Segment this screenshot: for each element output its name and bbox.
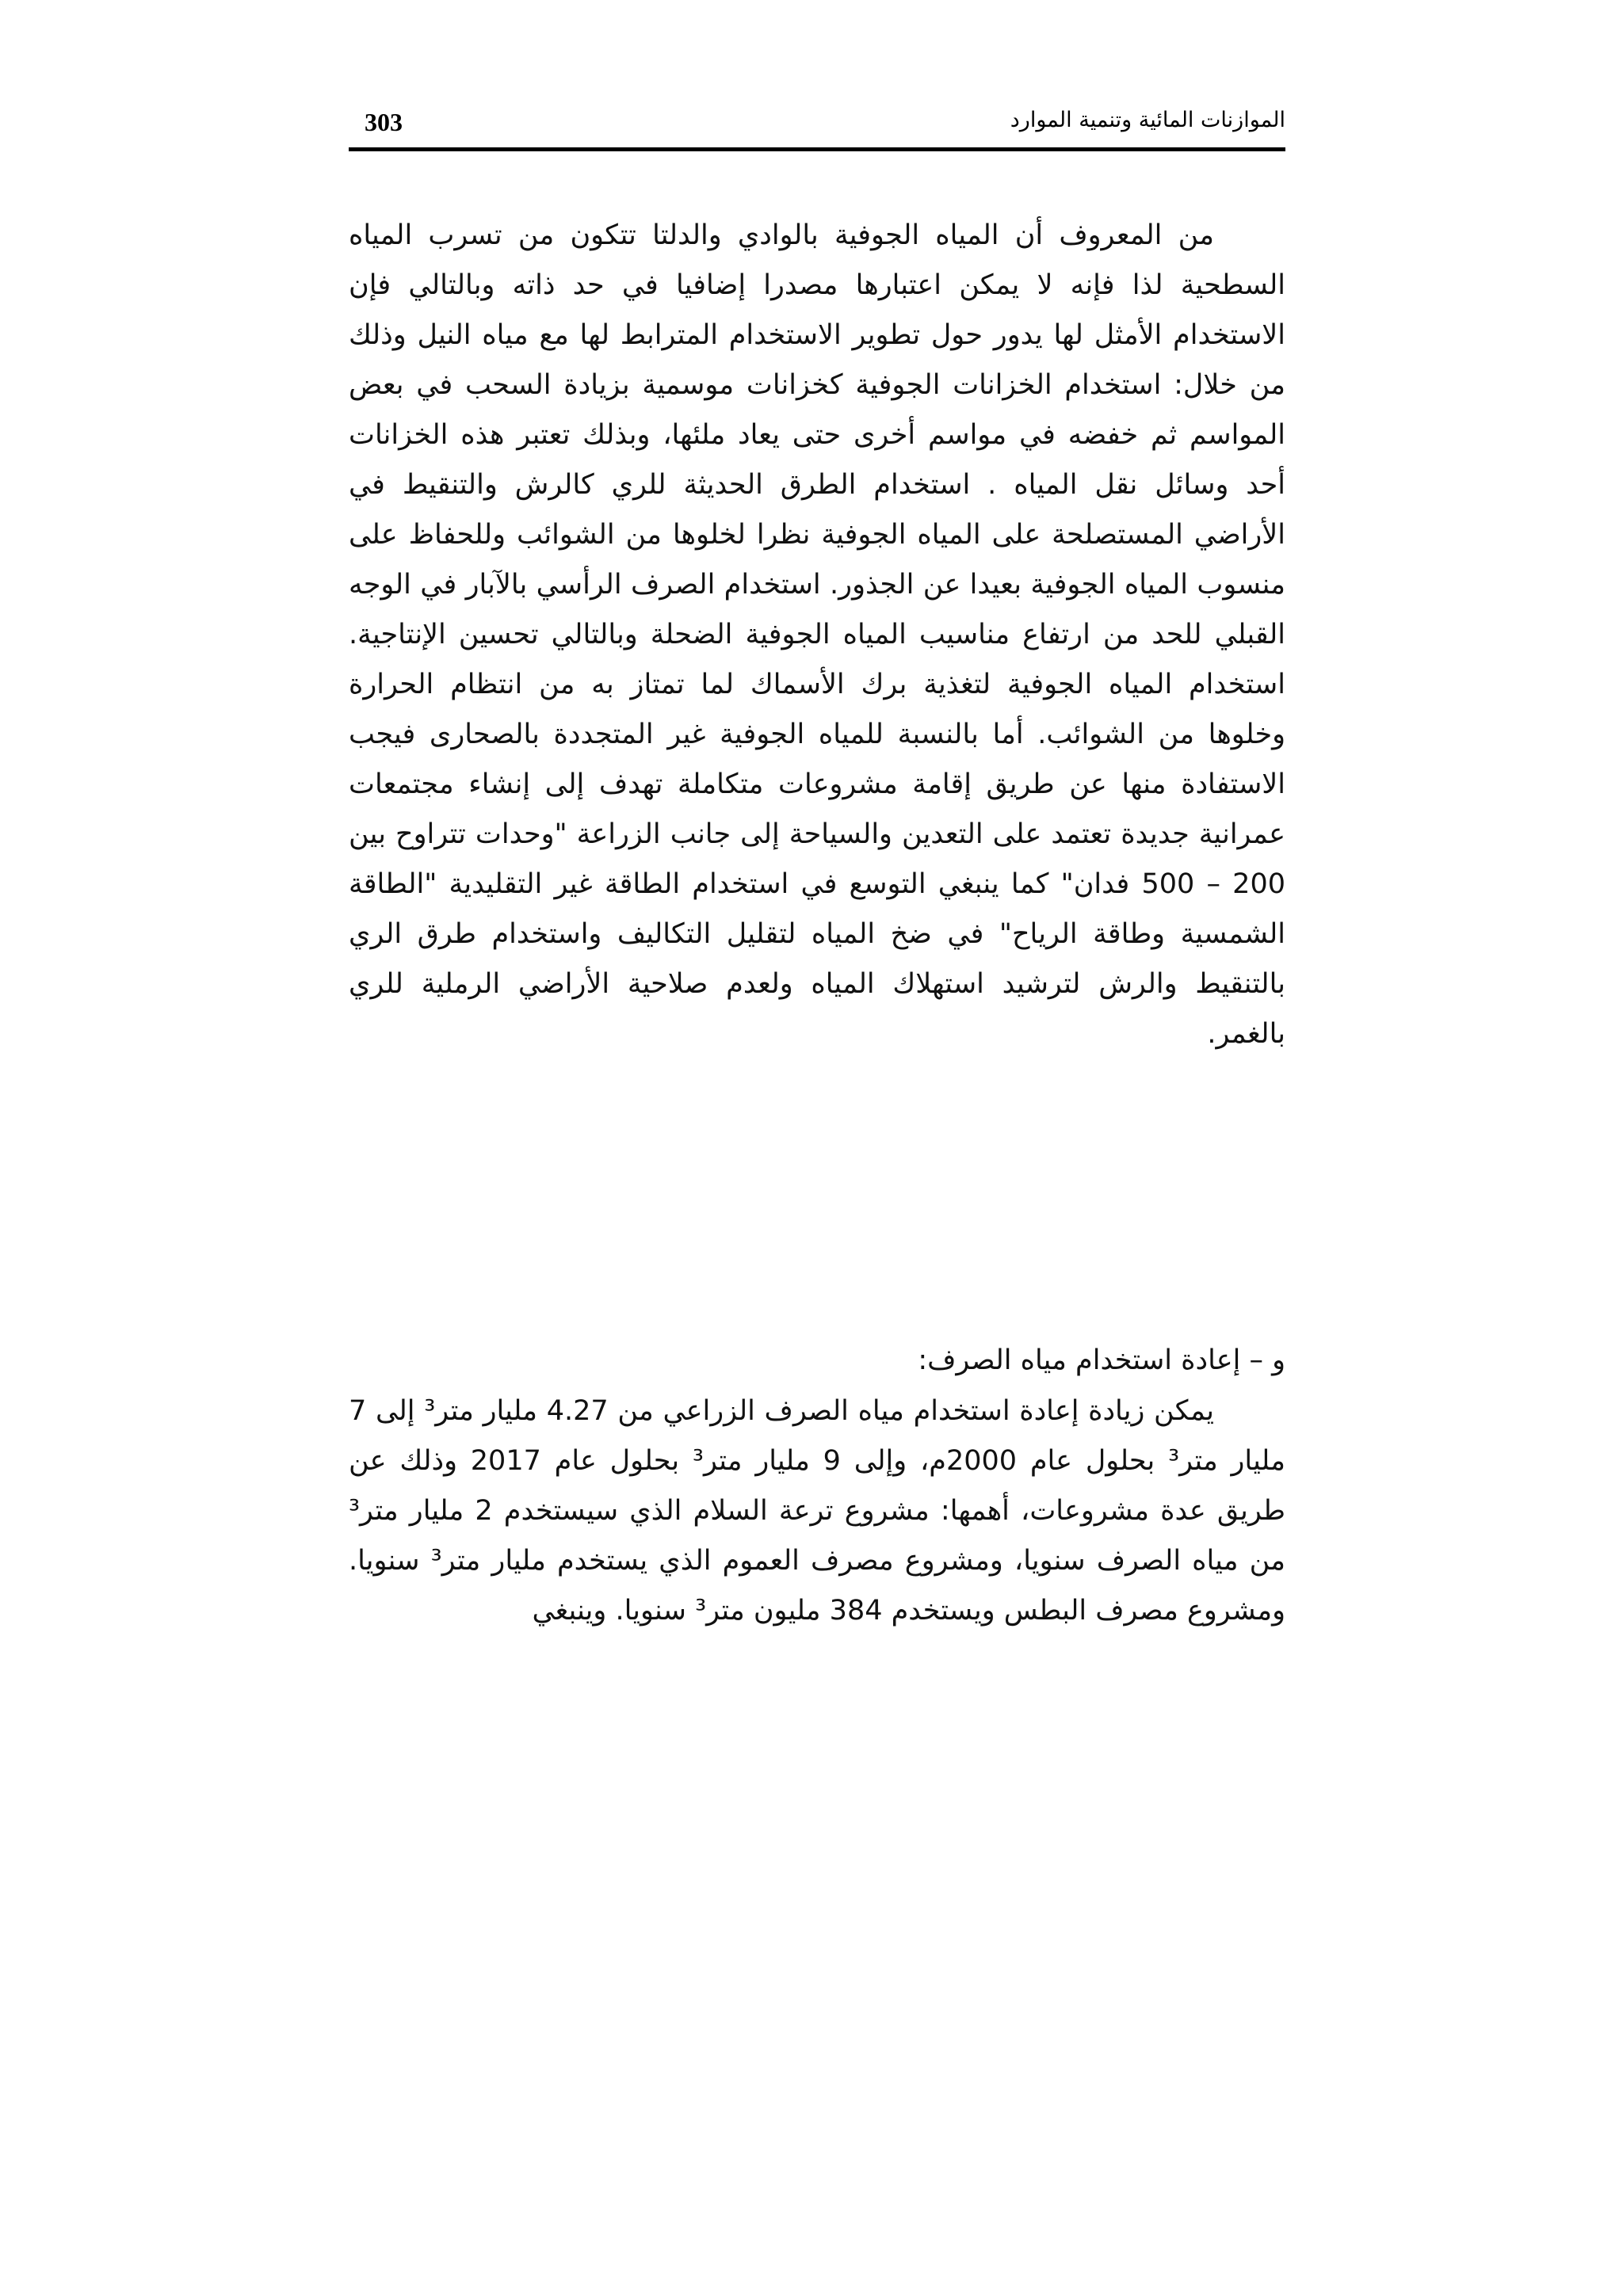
groundwater-paragraph: من المعروف أن المياه الجوفية بالوادي والدلتا تتكون من تسرب المياه السطحية لذا فإنه لا يمكن اعتبارها مصدرا إضافيا في حد ذاته وبالتالي فإن الاستخدام الأمثل لها يدور حول تطوير الاستخدام المترابط لها مع مياه النيل وذلك من خلال: استخدام الخزانات الجوفية كخزانات موسمية بزيادة السحب في بعض المواسم ثم خفضه في مواسم أخرى حتى يعاد ملئها، وبذلك تعتبر هذه الخزانات أحد وسائل نقل المياه . استخدام الطرق الحديثة للري كالرش والتنقيط في الأراضي المستصلحة على المياه الجوفية نظرا لخلوها من الشوائب وللحفاظ على منسوب المياه الجوفية بعيدا عن الجذور. استخدام الصرف الرأسي بالآبار في الوجه القبلي للحد من ارتفاع مناسيب المياه الجوفية الضحلة وبالتالي تحسين الإنتاجية. استخدام المياه الجوفية لتغذية برك الأسماك لما تمتاز به من انتظام الحرارة وخلوها من الشوائب. أما بالنسبة للمياه الجوفية غير المتجددة بالصحارى فيجب الاستفادة منها عن طريق إقامة مشروعات متكاملة تهدف إلى إنشاء مجتمعات عمرانية جديدة تعتمد على التعدين والسياحة إلى جانب الزراعة "وحدات تتراوح بين 200 – 500 فدان" كما ينبغي التوسع في استخدام الطاقة غير التقليدية "الطاقة الشمسية وطاقة الرياح" في ضخ المياه لتقليل التكاليف واستخدام طرق الري بالتنقيط والرش لترشيد استهلاك المياه ولعدم صلاحية الأراضي الرملية للري بالغمر.	[349, 219, 1285, 1050]
page-number: 303	[365, 108, 403, 136]
section-heading: و – إعادة استخدام مياه الصرف:	[918, 1344, 1285, 1376]
header-divider	[349, 147, 1285, 151]
drainage-reuse-paragraph: يمكن زيادة إعادة استخدام مياه الصرف الزراعي من 4.27 مليار متر³ إلى 7 مليار متر³ بحلول عام 2000م، وإلى 9 مليار متر³ بحلول عام 2017 وذلك عن طريق عدة مشروعات، أهمها: مشروع ترعة السلام الذي سيستخدم 2 مليار متر³ من مياه الصرف سنويا، ومشروع مصرف العموم الذي يستخدم مليار متر³ سنويا. ومشروع مصرف البطس ويستخدم 384 مليون متر³ سنويا. وينبغي	[349, 1395, 1286, 1627]
groundwater-section	[349, 211, 1285, 1059]
drainage-reuse-section	[349, 1386, 1285, 1636]
book-title: الموازنات المائية وتنمية الموارد	[1010, 108, 1285, 132]
running-header	[349, 101, 1285, 146]
